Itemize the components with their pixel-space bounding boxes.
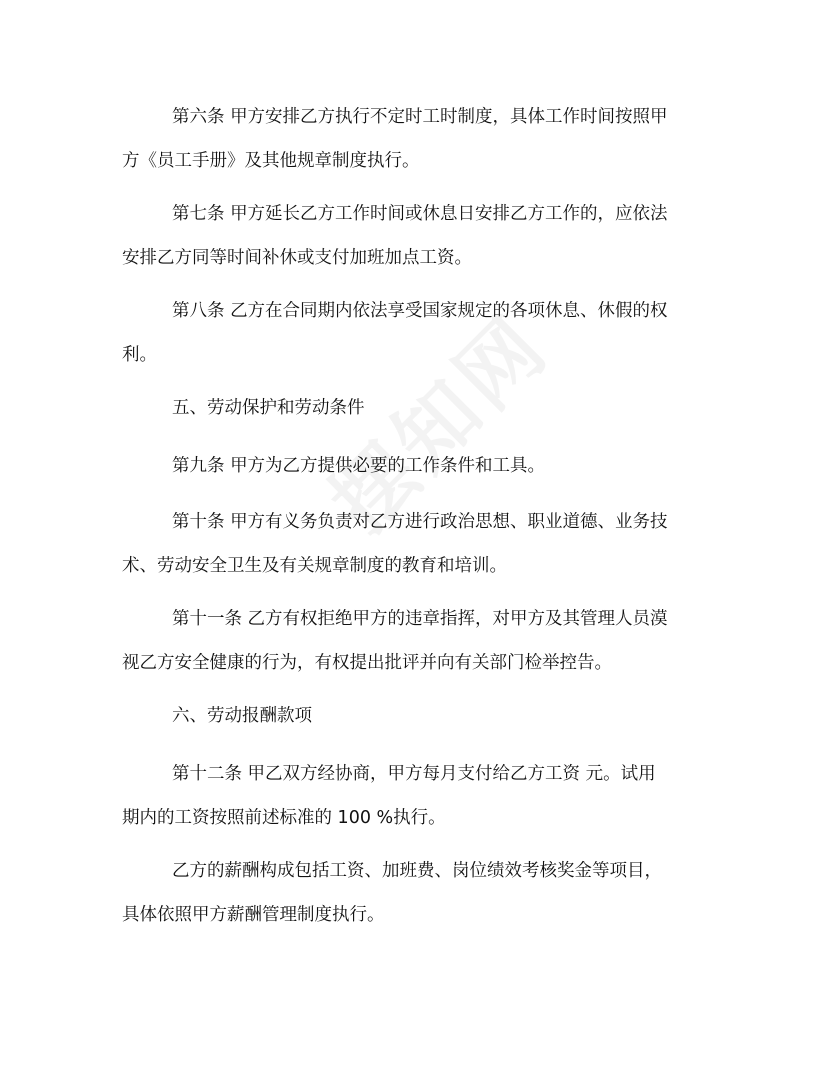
- salary-composition-line-2: 具体依照甲方薪酬管理制度执行。: [122, 905, 385, 925]
- clause-11: [122, 597, 712, 685]
- clause-12-line-1: 第十二条 甲乙双方经协商，甲方每月支付给乙方工资 元。试用: [172, 764, 656, 784]
- clause-10: [122, 500, 712, 588]
- clause-11-line-1: 第十一条 乙方有权拒绝甲方的违章指挥，对甲方及其管理人员漠: [172, 609, 668, 629]
- clause-6: [122, 95, 712, 183]
- clause-8-line-1: 第八条 乙方在合同期内依法享受国家规定的各项休息、休假的权: [172, 301, 668, 321]
- clause-11-line-2: 视乙方安全健康的行为，有权提出批评并向有关部门检举控告。: [122, 653, 612, 673]
- clause-8: [122, 289, 712, 377]
- clause-7: [122, 192, 712, 280]
- clause-6-line-2: 方《员工手册》及其他规章制度执行。: [122, 151, 420, 171]
- clause-12-line-2: 期内的工资按照前述标准的 100 %执行。: [122, 808, 446, 828]
- section-5-title: 五、劳动保护和劳动条件: [172, 398, 365, 418]
- salary-composition-line-1: 乙方的薪酬构成包括工资、加班费、岗位绩效考核奖金等项目，: [172, 861, 662, 881]
- clause-12: [122, 752, 712, 840]
- clause-7-line-1: 第七条 甲方延长乙方工作时间或休息日安排乙方工作的，应依法: [172, 204, 668, 224]
- section-5-heading: [122, 386, 712, 430]
- section-6-title: 六、劳动报酬款项: [172, 706, 312, 726]
- clause-9: [122, 444, 712, 488]
- section-6-heading: [122, 694, 712, 738]
- clause-7-line-2: 安排乙方同等时间补休或支付加班加点工资。: [122, 248, 472, 268]
- clause-10-line-1: 第十条 甲方有义务负责对乙方进行政治思想、职业道德、业务技: [172, 512, 668, 532]
- salary-composition: [122, 849, 712, 937]
- clause-8-line-2: 利。: [122, 345, 157, 365]
- clause-10-line-2: 术、劳动安全卫生及有关规章制度的教育和培训。: [122, 556, 507, 576]
- clause-6-line-1: 第六条 甲方安排乙方执行不定时工时制度，具体工作时间按照甲: [172, 107, 668, 127]
- clause-9-line-1: 第九条 甲方为乙方提供必要的工作条件和工具。: [172, 456, 546, 476]
